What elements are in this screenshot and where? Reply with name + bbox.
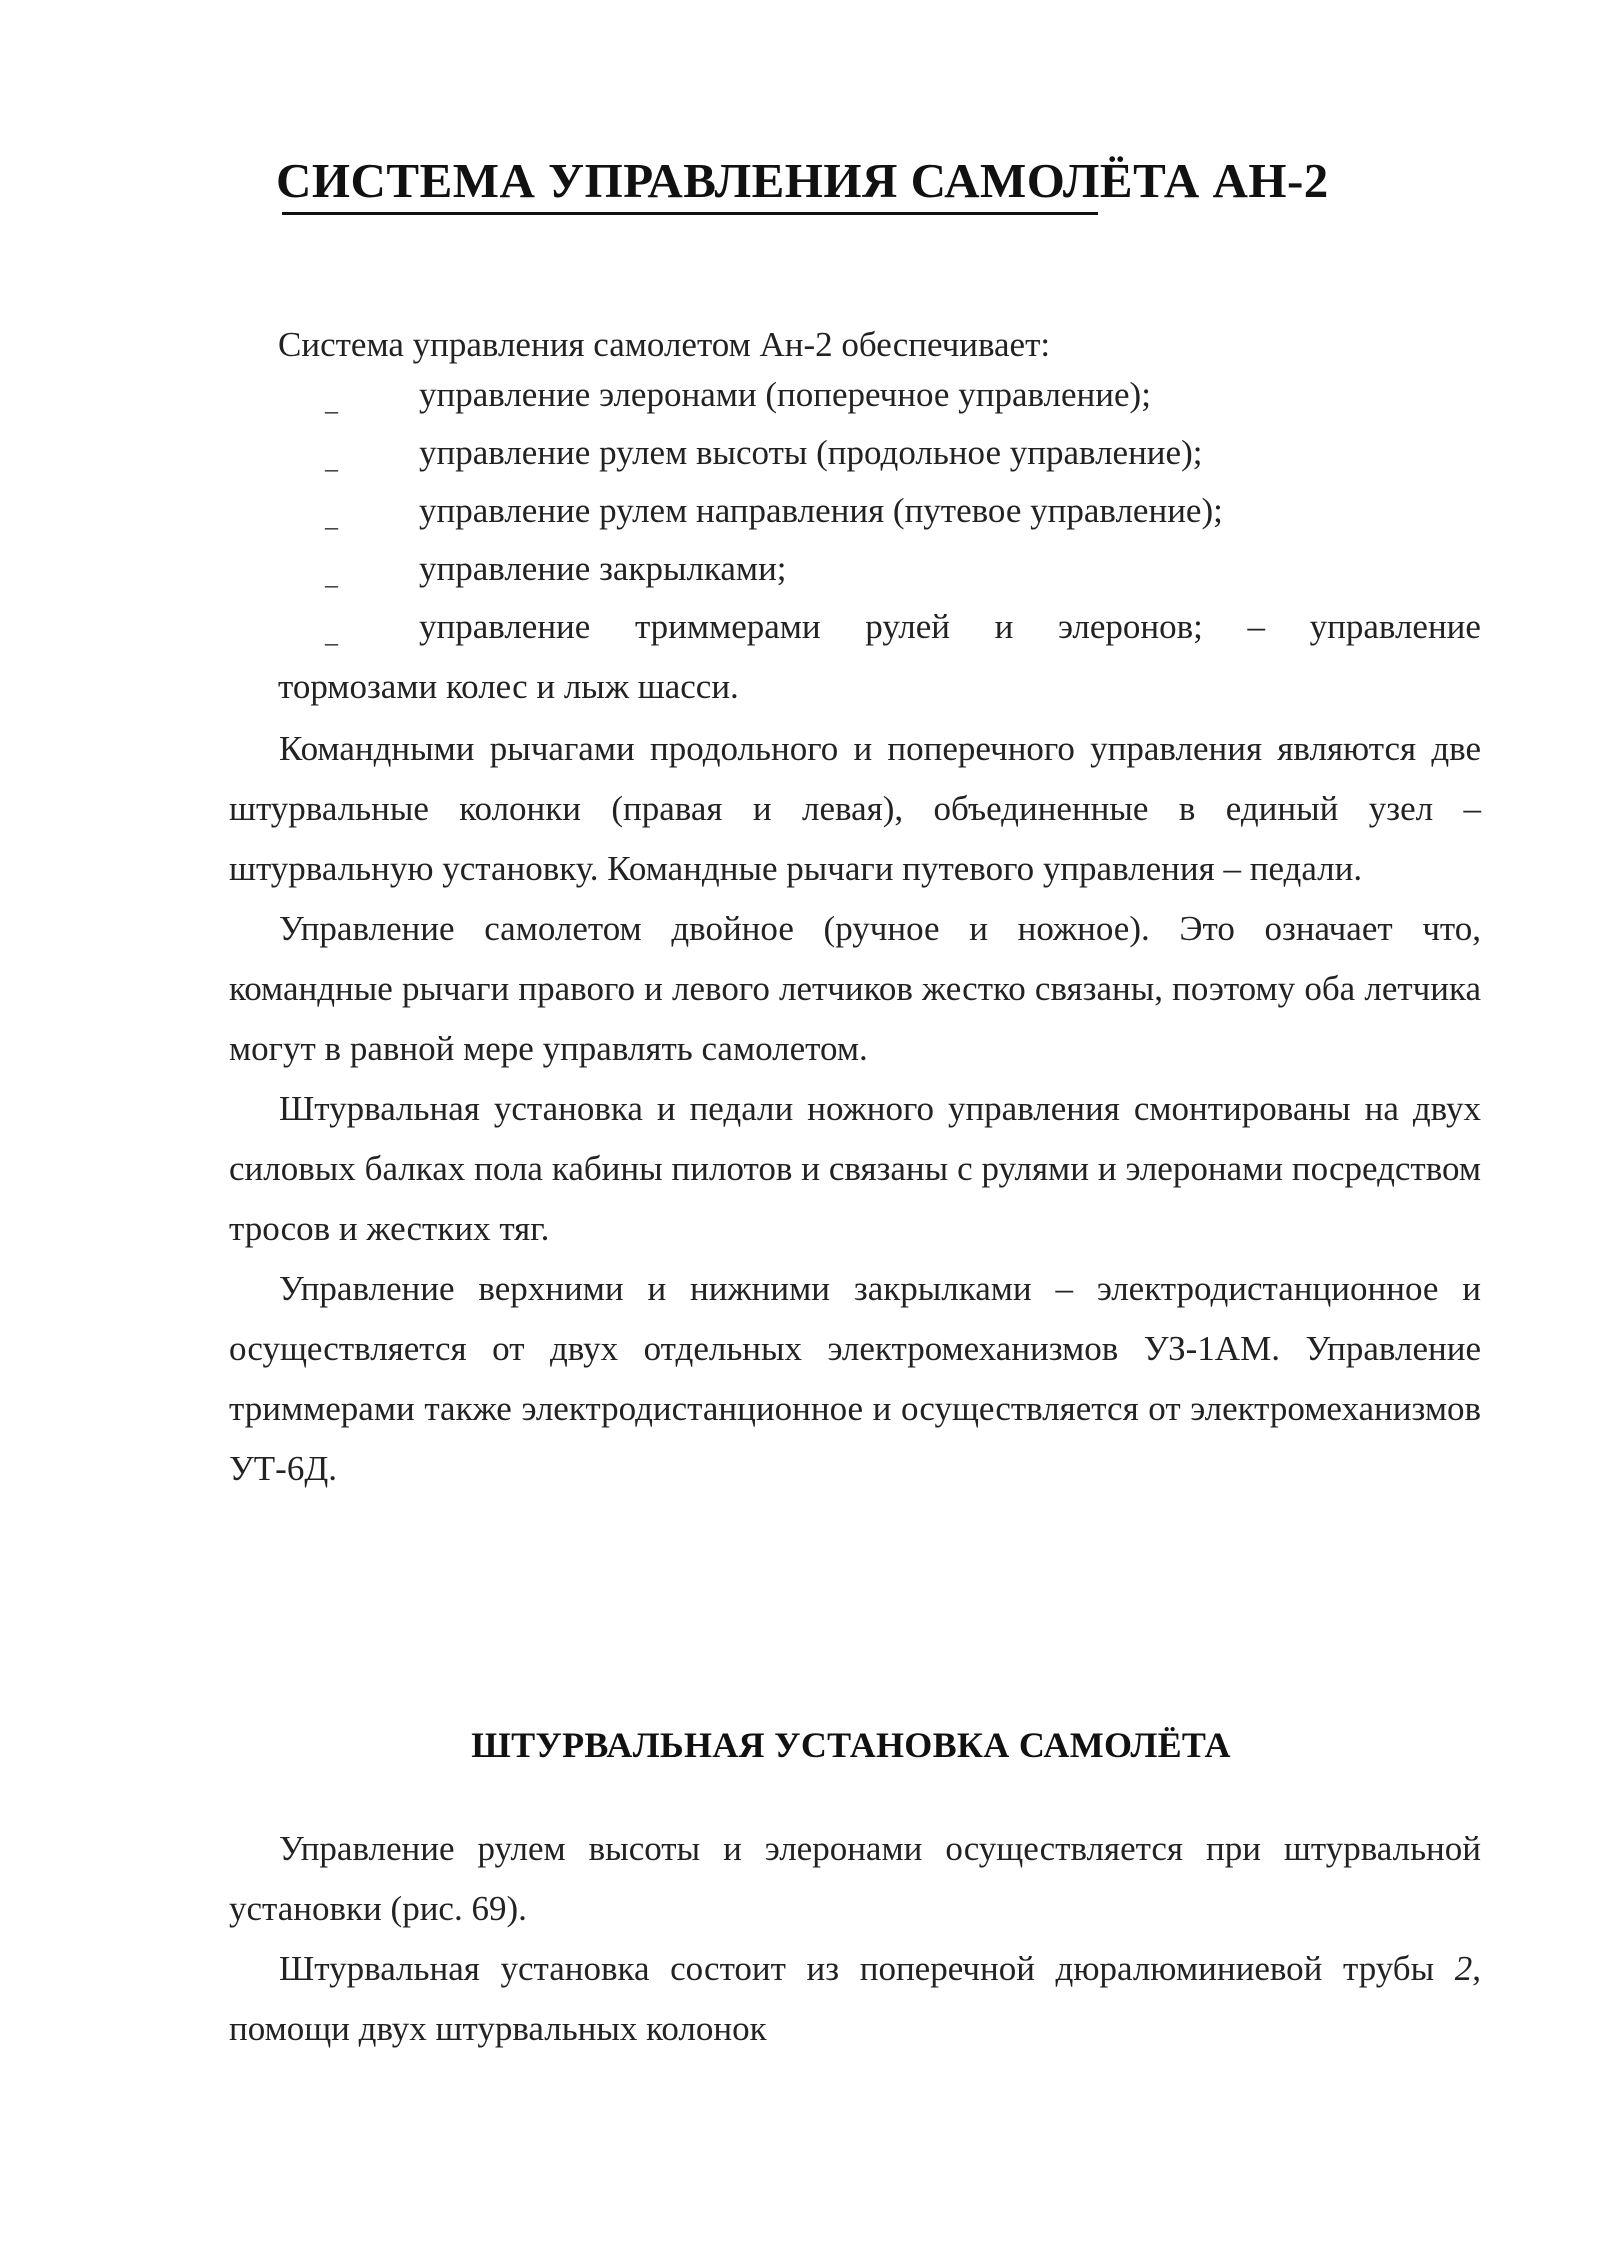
list-item-continuation: тормозами колес и лыж шасси. bbox=[278, 667, 739, 706]
body-paragraph: Командными рычагами продольного и поперечного управления являются две штурвальные колонки (правая и левая), объединенные в единый узел – штурвальную установку. Командные рычаги путевого управления – педали. bbox=[229, 729, 1481, 888]
title-underline bbox=[282, 212, 1098, 215]
body-paragraph: Штурвальная установка и педали ножного управления смонтированы на двух силовых балках пола кабины пилотов и связаны с рулями и элеронами посредством тросов и жестких тяг. bbox=[229, 1089, 1481, 1248]
section-paragraph-text: , помощи двух штурвальных колонок bbox=[229, 1949, 1481, 2048]
list-item bbox=[229, 430, 1481, 488]
list-word: – bbox=[1247, 607, 1265, 646]
list-item bbox=[229, 546, 1481, 604]
list-word: элеронов; bbox=[1058, 607, 1203, 646]
list-marker: – bbox=[325, 570, 338, 599]
section-paragraph bbox=[229, 1939, 1481, 2059]
list-marker: – bbox=[325, 454, 338, 483]
body-paragraph: Управление верхними и нижними закрылками – электродистанционное и осуществляется от двух отдельных электромеханизмов УЗ-1АМ. Управление триммерами также электродистанционное и осуществляется от электромеханизмов УТ-6Д. bbox=[229, 1269, 1481, 1488]
section-title: ШТУРВАЛЬНАЯ УСТАНОВКА САМОЛЁТА bbox=[471, 1725, 1231, 1765]
list-marker: – bbox=[325, 512, 338, 541]
section-paragraph-text: Штурвальная установка состоит из поперечной дюралюминиевой трубы bbox=[279, 1949, 1455, 1988]
list-item bbox=[229, 488, 1481, 546]
body-paragraph: Управление самолетом двойное (ручное и ножное). Это означает что, командные рычаги правого и левого летчиков жестко связаны, поэтому оба летчика могут в равной мере управлять самолетом. bbox=[229, 909, 1481, 1068]
list-word: рулей bbox=[865, 607, 951, 646]
list-item-text: управление закрылками; bbox=[419, 549, 787, 588]
list-word: триммерами bbox=[634, 607, 821, 646]
list-item-text: управление рулем направления (путевое управление); bbox=[419, 491, 1223, 530]
section-paragraph: Управление рулем высоты и элеронами осуществляется при штурвальной установки (рис. 69). bbox=[229, 1829, 1481, 1928]
list-item-text bbox=[419, 604, 1481, 649]
list-word: и bbox=[994, 607, 1014, 646]
figure-part-reference: 2 bbox=[1454, 1949, 1473, 1988]
list-item bbox=[229, 604, 1481, 662]
list-item-text: управление элеронами (поперечное управление); bbox=[419, 375, 1151, 414]
control-list bbox=[229, 372, 1481, 657]
list-word: управление bbox=[419, 607, 591, 646]
intro-text: Система управления самолетом Ан-2 обеспечивает: bbox=[278, 325, 1051, 364]
document-title: СИСТЕМА УПРАВЛЕНИЯ САМОЛЁТА АН-2 bbox=[276, 153, 1329, 208]
list-marker: – bbox=[325, 396, 338, 425]
list-item bbox=[229, 372, 1481, 430]
list-item-text: управление рулем высоты (продольное управление); bbox=[419, 433, 1203, 472]
list-word: управление bbox=[1309, 607, 1481, 646]
list-marker: – bbox=[325, 628, 338, 657]
